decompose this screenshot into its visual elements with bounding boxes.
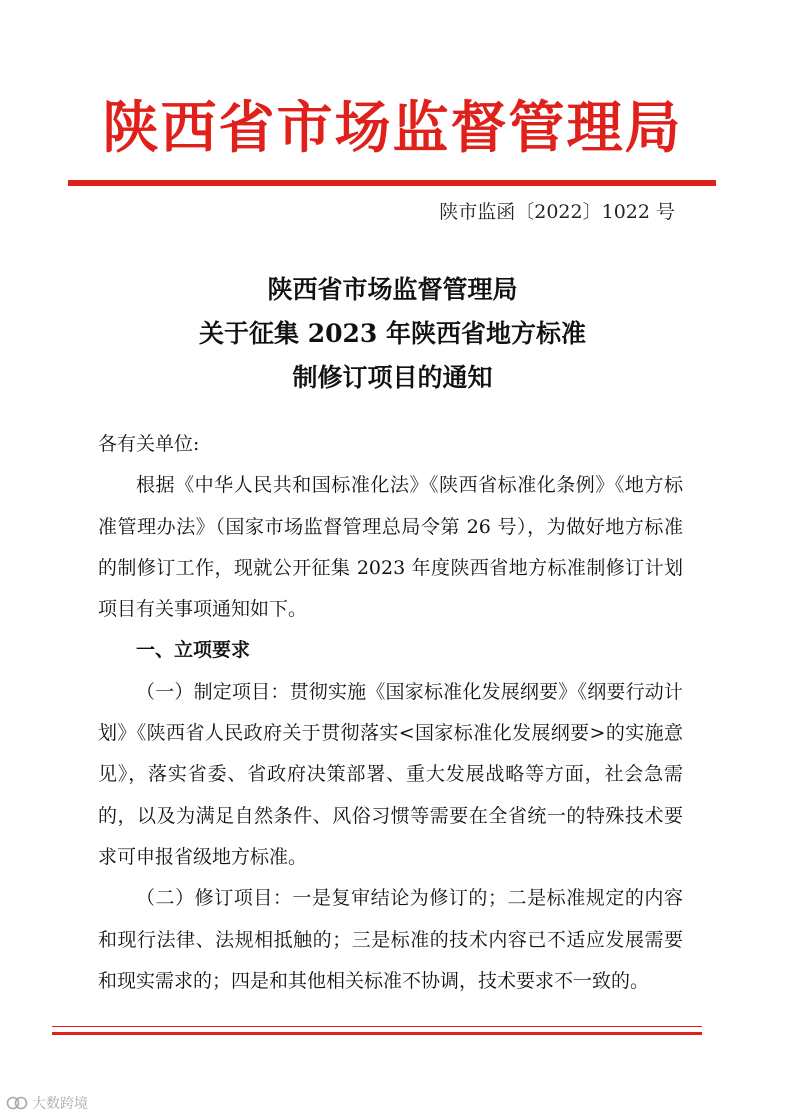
salutation: 各有关单位: — [98, 433, 200, 455]
header-red-rule — [68, 180, 716, 186]
intro-paragraph: 根据《中华人民共和国标准化法》《陕西省标准化条例》《地方标准管理办法》（国家市场监督管理总局令第 26 号），为做好地方标准的制修订工作，现就公开征集 2023 年度陕西省地方标准制修订计划项目有关事项通知如下。 — [98, 474, 683, 621]
agency-masthead: 陕西省市场监督管理局 — [102, 95, 683, 161]
title-line-2: 关于征集 2023 年陕西省地方标准 — [199, 319, 586, 348]
footer-red-rule — [52, 1032, 702, 1035]
item-paragraph-1: （一）制定项目：贯彻实施《国家标准化发展纲要》《纲要行动计划》《陕西省人民政府关于贯彻落实<国家标准化发展纲要>的实施意见》，落实省委、省政府决策部署、重大发展战略等方面，社会急需的，以及为满足自然条件、风俗习惯等需要在全省统一的特殊技术要求可申报省级地方标准。 — [98, 680, 683, 868]
title-line-3: 制修订项目的通知 — [292, 363, 493, 392]
title-line-1: 陕西省市场监督管理局 — [267, 275, 518, 304]
footer-red-rule-thin — [52, 1026, 702, 1027]
section-heading-1: 一、立项要求 — [136, 639, 251, 662]
document-title — [0, 268, 785, 400]
document-body — [98, 424, 683, 1002]
watermark-logo-icon — [6, 1095, 28, 1111]
watermark-text: 大数跨境 — [32, 1096, 88, 1112]
document-number: 陕市监函〔2022〕1022 号 — [439, 201, 675, 223]
item-paragraph-2: （二）修订项目：一是复审结论为修订的；二是标准规定的内容和现行法律、法规相抵触的；三是标准的技术内容已不适应发展需要和现实需求的；四是和其他相关标准不协调，技术要求不一致的。 — [98, 887, 683, 992]
watermark — [6, 1093, 88, 1113]
